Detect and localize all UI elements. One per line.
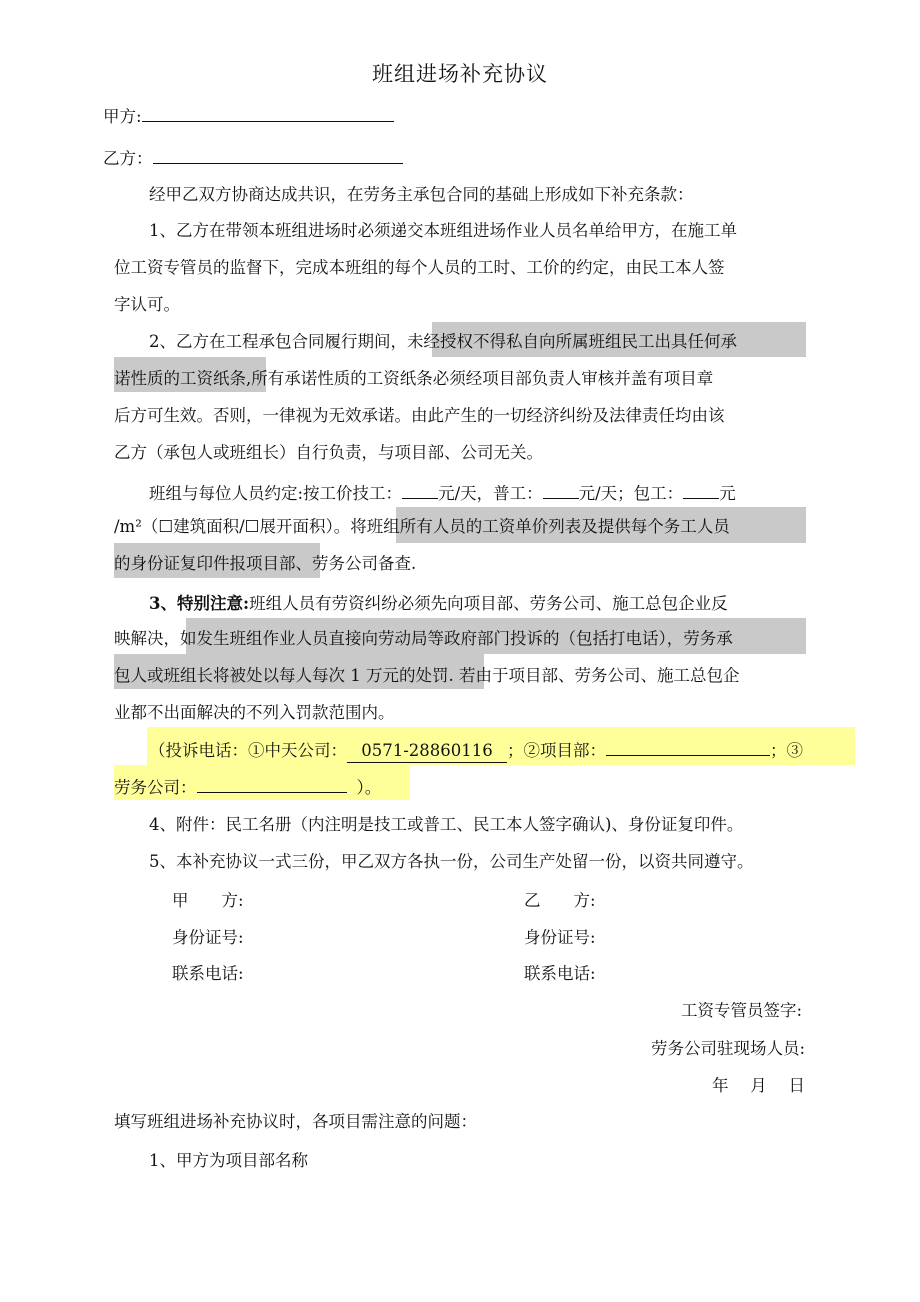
party-a-blank [142,104,394,122]
clause2-line4: 乙方（承包人或班组长）自行负责，与项目部、公司无关。 [114,443,543,462]
clause2-line1 [149,331,849,353]
rates-text-c: 元/天；包工： [578,484,684,503]
clause2-line2 [114,368,814,390]
clause2-line2b: ,所有承诺性质的工资纸条必须经项目部负责人审核并盖有项目章 [246,369,714,388]
sign-id-a: 身份证号: [172,928,244,947]
clause1-line1: 1、乙方在带领本班组进场时必须递交本班组进场作业人员名单给甲方，在施工单 [149,221,737,240]
rates-line1 [149,481,849,505]
notice-line3 [114,665,814,687]
project-phone-blank [606,738,770,756]
party-b-blank [153,146,403,164]
clause5-text: 5、本补充协议一式三份，甲乙双方各执一份，公司生产处留一份，以资共同遵守。 [149,852,754,871]
footer-item1: 1、甲方为项目部名称 [149,1151,308,1170]
clause1-line2: 位工资专管员的监督下，完成本班组的每个人员的工时、工价的约定，由民工本人签 [114,258,725,277]
footer-heading: 填写班组进场补充协议时，各项目需注意的问题： [114,1112,477,1131]
labor-staff-sign: 劳务公司驻现场人员: [650,1039,805,1058]
party-a-line [103,104,803,128]
clause2-line1b: 未经授权不得私自向所属班组民工出具任何承 [407,332,737,351]
skilled-rate-blank [402,481,438,499]
wage-officer-sign: 工资专管员签字: [680,1001,802,1020]
notice-line1 [149,593,849,615]
notice-text-3b: . 若由于项目部、劳务公司、施工总包企 [448,666,740,685]
sign-party-a: 甲 方: [172,891,244,910]
clause2-line3: 后方可生效。否则，一律视为无效承诺。由此产生的一切经济纠纷及法律责任均由该 [114,406,725,425]
notice-line4: 业都不出面解决的不列入罚款范围内。 [114,703,395,722]
contract-rate-blank [683,481,719,499]
rates-filing-text: 、劳务公司备查. [295,554,417,573]
rates-area-text: /m²（☐建筑面积/☐展开面积）。将 [114,517,367,536]
clause2-line2a: 诺性质的工资纸条 [114,369,246,388]
sign-phone-b: 联系电话: [524,964,596,983]
rates-text-a: 班组与每位人员约定:按工价技工： [149,484,403,503]
complaint-line1 [149,738,849,763]
notice-line2 [114,628,814,650]
rates-id-text: 的身份证复印件报项目部 [114,554,296,573]
notice-text-2b: 如发生班组作业人员直接向劳动局等政府部门投诉的（包括打电话），劳务承 [180,629,733,648]
clause4-text: 4、附件：民工名册（内注明是技工或普工、民工本人签字确认)、身份证复印件。 [149,815,744,834]
rates-line2 [114,516,814,538]
notice-heading: 3、特别注意: [149,594,250,613]
complaint-label-project: ；②项目部： [507,741,606,760]
complaint-line2 [114,775,814,799]
company-phone: 0571-28860116 [347,740,507,763]
party-a-label: 甲方: [103,107,142,126]
party-b-line [103,146,803,170]
rates-highlight-text: 班组所有人员的工资单价列表及提供每个务工人员 [366,517,730,536]
rates-line3 [114,553,814,575]
party-b-label: 乙方： [103,149,153,168]
sign-date: 年 月 日 [712,1076,805,1095]
sign-id-b: 身份证号: [524,928,596,947]
notice-penalty-text: 包人或班组长将被处以每人每次 1 万元的处罚 [114,666,449,685]
clause1-line3: 字认可。 [114,295,180,314]
labor-phone-blank [197,775,347,793]
sign-party-b: 乙 方: [524,891,596,910]
intro-text: 经甲乙双方协商达成共识，在劳务主承包合同的基础上形成如下补充条款： [149,185,694,204]
document-title: 班组进场补充协议 [372,62,548,86]
notice-text-2a: 映解决， [114,629,180,648]
complaint-label-company: （投诉电话：①中天公司： [149,741,347,760]
labor-company-label: 劳务公司： [114,778,197,797]
rates-text-d: 元 [719,484,736,503]
general-rate-blank [543,481,579,499]
clause2-line1a: 2、乙方在工程承包合同履行期间， [149,332,407,351]
rates-text-b: 元/天，普工： [438,484,543,503]
sign-phone-a: 联系电话: [172,964,244,983]
notice-text-1: 班组人员有劳资纠纷必须先向项目部、劳务公司、施工总包企业反 [249,594,728,613]
complaint-close: ）。 [356,778,382,797]
complaint-label-labor: ；③ [770,741,803,760]
